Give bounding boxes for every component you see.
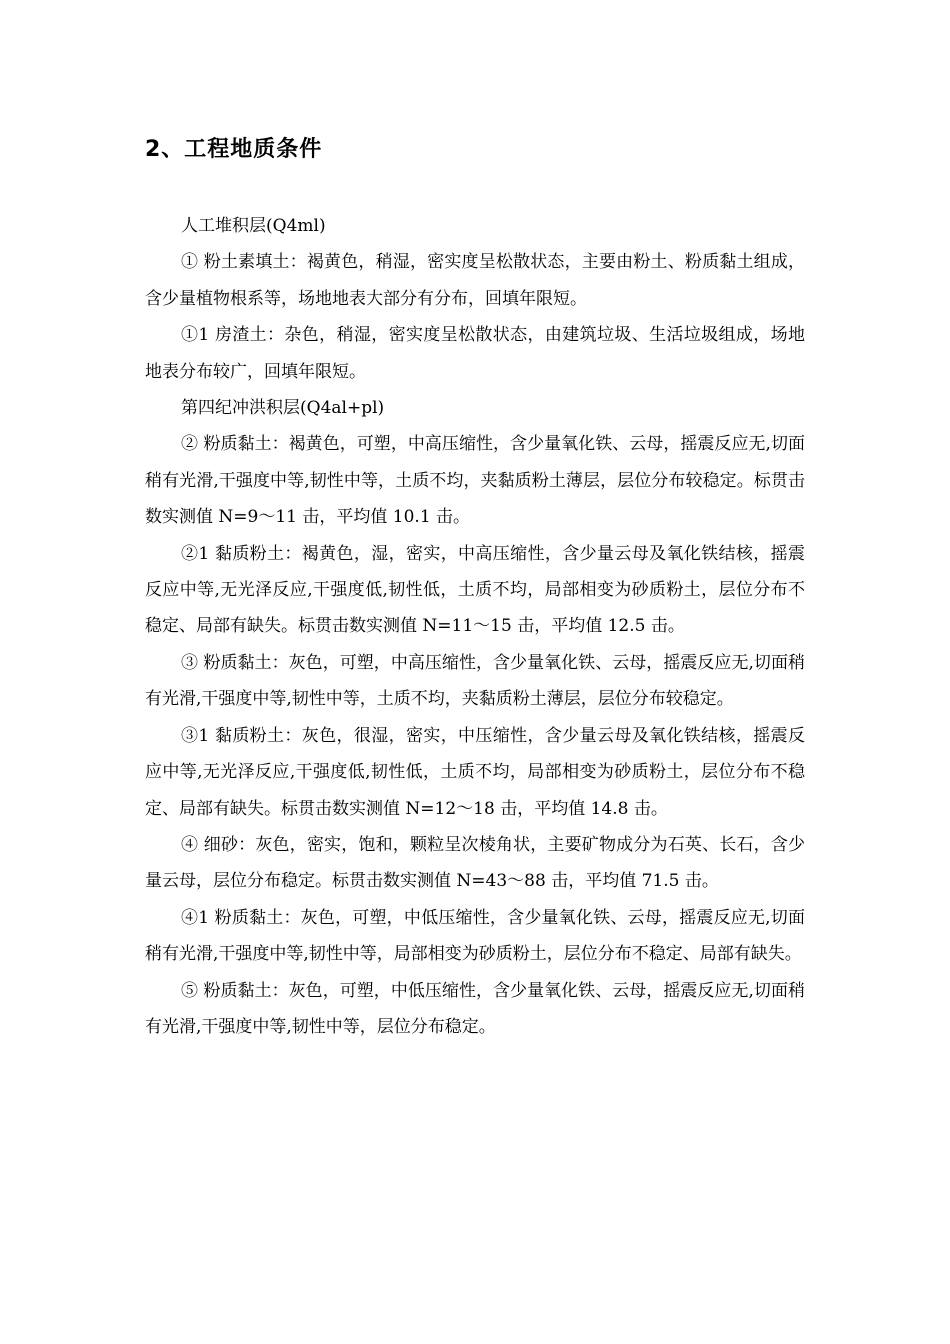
section-heading: 2、工程地质条件 <box>145 137 323 162</box>
section-body <box>145 208 805 1045</box>
paragraph-clayey-silt-2-1: ②1 黏质粉土：褐黄色，湿，密实，中高压缩性，含少量云母及氧化铁结核，摇震反应中等,无光泽反应,干强度低,韧性低，土质不均，局部相变为砂质粉土，层位分布不稳定、局部有缺失。标贯击数实测值 N=11～15 击，平均值 12.5 击。 <box>145 543 805 637</box>
paragraph-quaternary-alluvial-layer: 第四纪冲洪积层(Q4al+pl) <box>181 398 385 419</box>
paragraph-fine-sand-4: ④ 细砂：灰色，密实，饱和，颗粒呈次棱角状，主要矿物成分为石英、长石，含少量云母，层位分布稳定。标贯击数实测值 N=43～88 击，平均值 71.5 击。 <box>145 834 805 892</box>
paragraph-silty-clay-5: ⑤ 粉质黏土：灰色，可塑，中低压缩性，含少量氧化铁、云母，摇震反应无,切面稍有光滑,干强度中等,韧性中等，层位分布稳定。 <box>145 980 805 1037</box>
paragraph-artificial-fill-layer: 人工堆积层(Q4ml) <box>181 216 326 236</box>
paragraph-debris-fill: ①1 房渣土：杂色，稍湿，密实度呈松散状态，由建筑垃圾、生活垃圾组成，场地地表分布较广，回填年限短。 <box>145 325 805 382</box>
paragraph-silty-clay-4-1: ④1 粉质黏土：灰色，可塑，中低压缩性，含少量氧化铁、云母，摇震反应无,切面稍有光滑,干强度中等,韧性中等，局部相变为砂质粉土，层位分布不稳定、局部有缺失。 <box>145 907 805 965</box>
paragraph-silt-fill: ① 粉土素填土：褐黄色，稍湿，密实度呈松散状态，主要由粉土、粉质黏土组成，含少量植物根系等，场地地表大部分有分布，回填年限短。 <box>145 252 805 309</box>
paragraph-silty-clay-2: ② 粉质黏土：褐黄色，可塑，中高压缩性，含少量氧化铁、云母，摇震反应无,切面稍有光滑,干强度中等,韧性中等，土质不均，夹黏质粉土薄层，层位分布较稳定。标贯击数实测值 N=9～11 击，平均值 10.1 击。 <box>145 434 805 528</box>
paragraph-clayey-silt-3-1: ③1 黏质粉土：灰色，很湿，密实，中压缩性，含少量云母及氧化铁结核，摇震反应中等,无光泽反应,干强度低,韧性低，土质不均，局部相变为砂质粉土，层位分布不稳定、局部有缺失。标贯击数实测值 N=12～18 击，平均值 14.8 击。 <box>145 725 805 819</box>
paragraph-silty-clay-3: ③ 粉质黏土：灰色，可塑，中高压缩性，含少量氧化铁、云母，摇震反应无,切面稍有光滑,干强度中等,韧性中等，土质不均，夹黏质粉土薄层，层位分布较稳定。 <box>145 652 805 710</box>
